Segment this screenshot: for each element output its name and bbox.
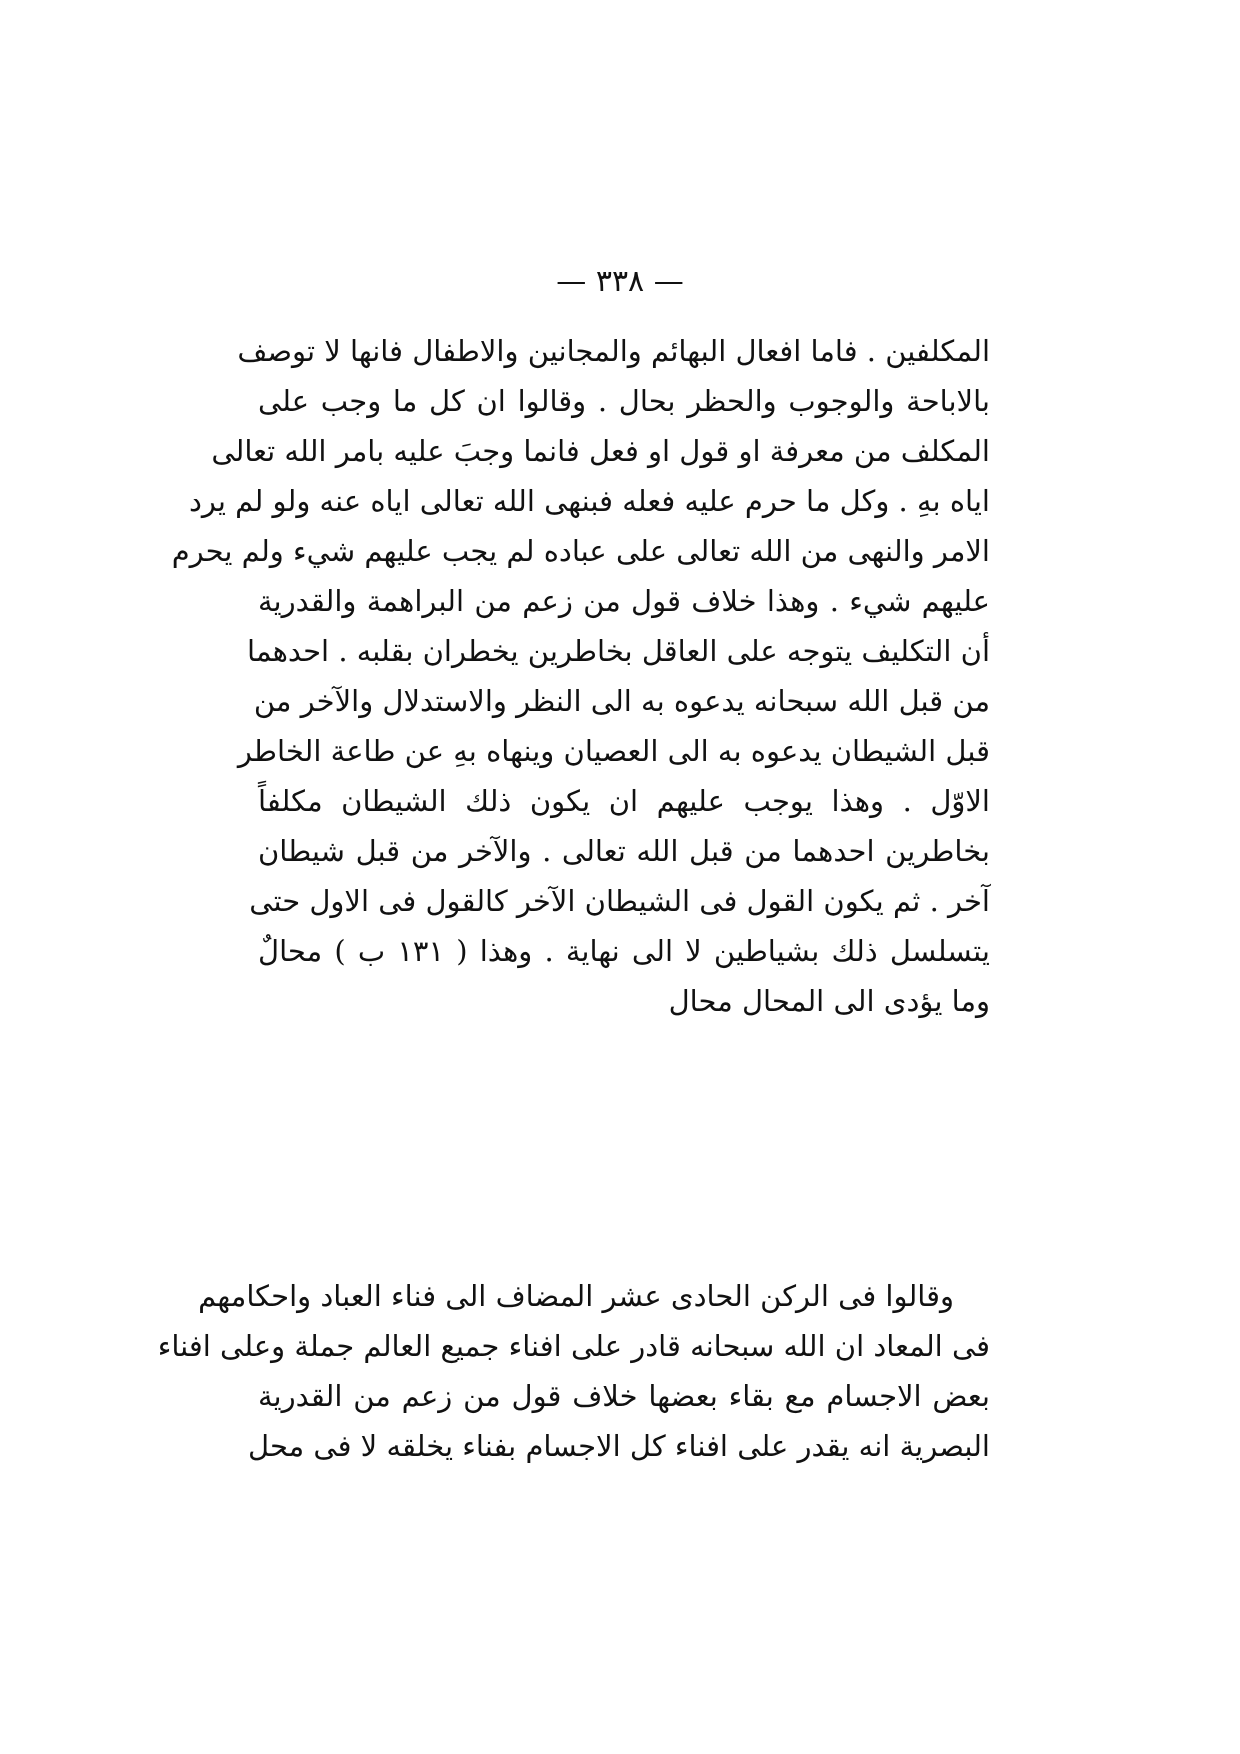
text-line: الاوّل . وهذا يوجب عليهم ان يكون ذلك الشيطان مكلفاً xyxy=(258,784,990,818)
text-line: عليهم شيء . وهذا خلاف قول من زعم من البراهمة والقدرية xyxy=(258,584,990,618)
text-line: المكلفين . فاما افعال البهائم والمجانين والاطفال فانها لا توصف xyxy=(237,334,990,368)
text-line: من قبل الله سبحانه يدعوه به الى النظر والاستدلال والآخر من xyxy=(253,684,990,718)
text-line: وقالوا فى الركن الحادى عشر المضاف الى فناء العباد واحكامهم xyxy=(198,1279,954,1313)
text-line: اياه بهِ . وكل ما حرم عليه فعله فبنهى الله تعالى اياه عنه ولو لم يرد xyxy=(188,484,990,518)
text-line: بالاباحة والوجوب والحظر بحال . وقالوا ان كل ما وجب على xyxy=(258,384,990,418)
text-line: البصرية انه يقدر على افناء كل الاجسام بفناء يخلقه لا فى محل xyxy=(248,1429,990,1463)
text-line: وما يؤدى الى المحال محال xyxy=(668,984,990,1018)
text-line: أن التكليف يتوجه على العاقل بخاطرين يخطران بقلبه . احدهما xyxy=(247,634,990,668)
paragraph-2 xyxy=(157,1271,990,1471)
page-number: — ٣٣٨ — xyxy=(556,264,684,299)
text-line: بعض الاجسام مع بقاء بعضها خلاف قول من زعم من القدرية xyxy=(258,1379,990,1413)
paragraph-1 xyxy=(171,326,990,1026)
text-line: بخاطرين احدهما من قبل الله تعالى . والآخر من قبل شيطان xyxy=(258,834,990,868)
text-line: المكلف من معرفة او قول او فعل فانما وجبَ عليه بامر الله تعالى xyxy=(211,434,990,468)
text-line: فى المعاد ان الله سبحانه قادر على افناء جميع العالم جملة وعلى افناء xyxy=(157,1329,990,1363)
text-line: قبل الشيطان يدعوه به الى العصيان وينهاه بهِ عن طاعة الخاطر xyxy=(237,734,990,768)
text-line: آخر . ثم يكون القول فى الشيطان الآخر كالقول فى الاول حتى xyxy=(249,884,990,918)
text-line: يتسلسل ذلك بشياطين لا الى نهاية . وهذا ( ١٣١ ب ) محالٌ xyxy=(258,934,990,968)
text-line: الامر والنهى من الله تعالى على عباده لم يجب عليهم شيء ولم يحرم xyxy=(171,534,990,568)
